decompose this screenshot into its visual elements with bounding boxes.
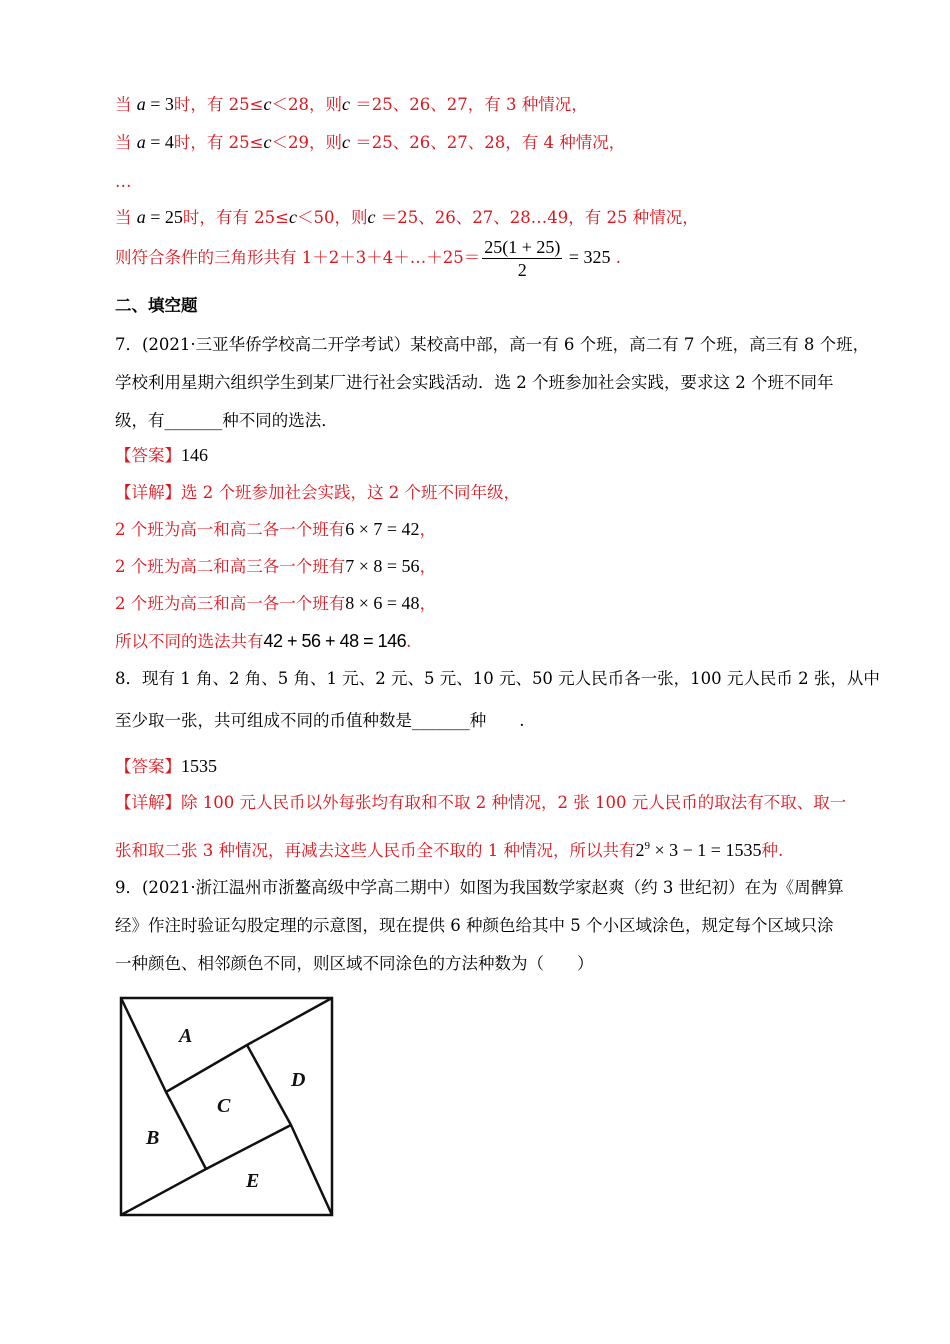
q7-detail5: 所以不同的选法共有42 + 56 + 48 = 146.: [115, 631, 412, 651]
q7-detail3: 2 个班为高二和高三各一个班有7 × 8 = 56，: [115, 556, 437, 576]
solution-line-a25: 当 a = 25时，有有 25≤c＜50，则c ＝25、26、27、28…49，有 25 种情况，: [115, 207, 699, 227]
solution-line-a4: 当 a = 4时，有 25≤c＜29，则c ＝25、26、27、28，有 4 种情况，: [115, 132, 626, 152]
q7-answer: 【答案】146: [115, 445, 208, 465]
label-a: A: [179, 1025, 193, 1047]
q7-detail2: 2 个班为高一和高二各一个班有6 × 7 = 42，: [115, 519, 437, 539]
q7-line1: 7．(2021·三亚华侨学校高二开学考试）某校高中部，高一有 6 个班，高二有 7 个班，高三有 8 个班，: [115, 335, 870, 354]
q9-line2: 经》作注时验证勾股定理的示意图，现在提供 6 种颜色给其中 5 个小区域涂色，规定每个区域只涂: [115, 916, 834, 935]
q9-line3: 一种颜色、相邻颜色不同，则区域不同涂色的方法种数为（ ）: [115, 954, 594, 973]
label-d: D: [291, 1069, 306, 1091]
q8-line2: 至少取一张，共可组成不同的币值种数是_______种 .: [115, 711, 525, 730]
solution-ellipsis: …: [115, 172, 132, 191]
solution-total: 则符合条件的三角形共有 1＋2＋3＋4＋…＋25＝ $\frac{25(1 + 25)}{2}$ = 325 .: [115, 237, 622, 280]
q9-line1: 9．(2021·浙江温州市浙鳌高级中学高二期中）如图为我国数学家赵爽（约 3 世纪初）在为《周髀算: [115, 878, 844, 897]
q7-line2: 学校利用星期六组织学生到某厂进行社会实践活动．选 2 个班参加社会实践，要求这 2 个班不同年: [115, 373, 834, 392]
q8-line1: 8．现有 1 角、2 角、5 角、1 元、2 元、5 元、10 元、50 元人民币各一张，100 元人民币 2 张，从中: [115, 669, 880, 688]
q8-answer: 【答案】1535: [115, 756, 217, 776]
pythagoras-diagram: [118, 994, 338, 1220]
triangle-b-edges: [121, 1092, 206, 1215]
solution-line-a3: 当 a = 3时，有 25≤c＜28，则c ＝25、26、27，有 3 种情况，: [115, 94, 588, 114]
label-e: E: [246, 1170, 260, 1192]
label-b: B: [146, 1127, 160, 1149]
triangle-d-edges: [247, 1045, 332, 1215]
fraction: $\frac{25(1 + 25)}{2}$: [484, 237, 561, 280]
q7-detail1: 【详解】选 2 个班参加社会实践，这 2 个班不同年级，: [115, 483, 520, 502]
label-c: C: [217, 1095, 231, 1117]
q7-line3: 级，有_______种不同的选法．: [115, 411, 338, 430]
q7-detail4: 2 个班为高三和高一各一个班有8 × 6 = 48，: [115, 593, 437, 613]
q8-detail2: 张和取二张 3 种情况，再减去这些人民币全不取的 1 种情况，所以共有$2^9 \times 3 - 1 = 1535$种.: [115, 840, 784, 860]
section-title: 二、填空题: [115, 296, 198, 315]
q8-detail1: 【详解】除 100 元人民币以外每张均有取和不取 2 种情况，2 张 100 元人民币的取法有不取、取一: [115, 793, 847, 812]
inner-square-bottom: [206, 1125, 291, 1169]
